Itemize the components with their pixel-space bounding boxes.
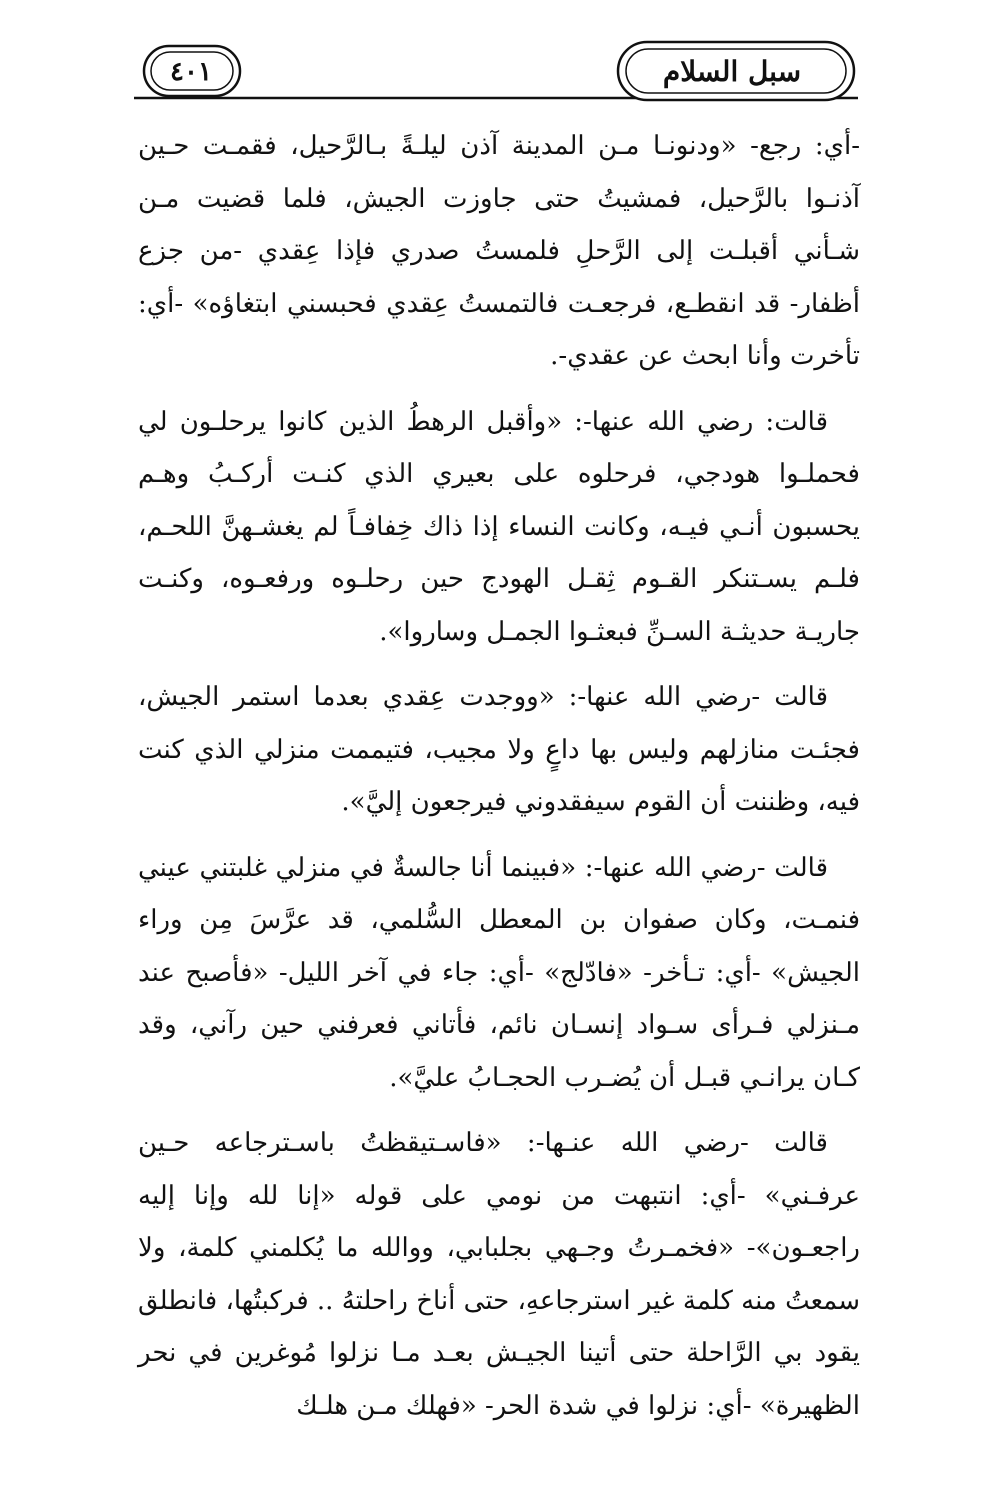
paragraph: قالت -رضي الله عنـها-: «فاسـتيقظتُ باسـترجاعه حـين عرفـني» -أي: انتبهت من نومي على قوله «إنا لله وإنا إليه راجعـون»- «فخمـرتُ وجـهي بجلبابي، ووالله ما يُكلمني كلمة، ولا سمعتُ منه كلمة غير استرجاعهِ، حتى أناخ راحلتهُ .. فركبتُها، فانطلق يقود بي الرَّاحلة حتى أتينا الجيـش بعـد مـا نزلوا مُوغرين في نحر الظهيرة» -أي: نزلوا في شدة الحر- «فهلك مـن هلـك — [138, 1128, 860, 1421]
page-header — [130, 38, 862, 106]
body-text — [138, 120, 860, 1445]
running-title: سبل السلام — [662, 55, 802, 88]
paragraph: قالت: رضي الله عنها-: «وأقبل الرهطُ الذين كانوا يرحلـون لي فحملـوا هودجي، فرحلوه على بعيري الذي كنـت أركـبُ وهـم يحسبون أنـي فيـه، وكانت النساء إذا ذاك خِفافـاً لم يغشـهنَّ اللحـم، فلـم يسـتنكر القـوم ثِقـل الهودج حين رحلـوه ورفعـوه، وكنـت جاريـة حديثـة السـنِّ فبعثـوا الجمـل وساروا». — [138, 406, 860, 647]
paragraph: -أي: رجع- «ودنونـا مـن المدينة آذن ليلـةً بـالرَّحيل، فقمـت حـين آذنـوا بالرَّحيل، فمشيتُ حتى جاوزت الجيش، فلما قضيت مـن شـأني أقبلـت إلى الرَّحلِ فلمستُ صدري فإذا عِقدي -من جزع أظفار- قد انقطـع، فرجعـت فالتمستُ عِقدي فحبسني ابتغاؤه» -أي: تأخرت وأنا ابحث عن عقدي-. — [138, 131, 860, 371]
page-number: ٤٠١ — [170, 57, 212, 87]
paragraph: قالت -رضي الله عنها-: «ووجدت عِقدي بعدما استمر الجيش، فجئـت منازلهم وليس بها داعٍ ولا مجيب، فتيممت منزلي الذي كنت فيه، وظننت أن القوم سيفقدوني فيرجعون إليَّ». — [138, 682, 860, 817]
paragraph: قالت -رضي الله عنها-: «فبينما أنا جالسةٌ في منزلي غلبتني عيني فنمـت، وكان صفوان بن المعطل السُّلمي، قد عرَّسَ مِن وراء الجيش» -أي: تـأخر- «فادّلج» -أي: جاء في آخر الليل- «فأصبح عند مـنزلي فـرأى سـواد إنسـان نائم، فأتاني فعرفني حين رآني، وقد كـان يرانـي قبـل أن يُضـرب الحجـابُ عليَّ». — [138, 852, 860, 1093]
